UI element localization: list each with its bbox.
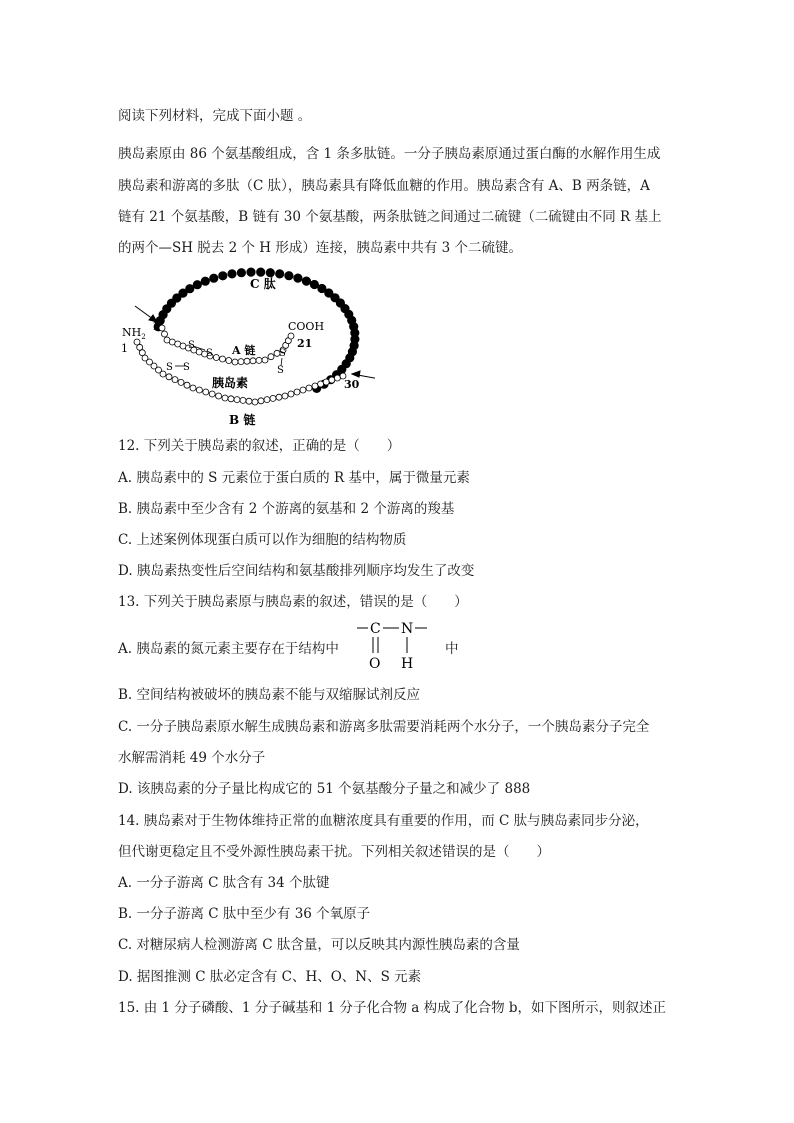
c-peptide-residue (294, 274, 302, 282)
nh2-label: $NH_2$ (122, 326, 146, 341)
intro-text: 阅读下列材料，完成下面小题 。 (118, 108, 312, 124)
c-peptide-residue (219, 272, 227, 280)
a-chain-residue (220, 356, 226, 362)
b-chain-residue (323, 379, 329, 385)
a-chain-residue (288, 333, 294, 339)
question-stem: 14. 胰岛素对于生物体维持正常的血糖浓度具有重要的作用，而 C 肽与胰岛素同步分泌， (118, 813, 649, 829)
b-chain-residue (258, 398, 264, 404)
c-peptide-residue (193, 281, 201, 289)
b-chain-residue (300, 387, 306, 393)
option-c: C. 对糖尿病人检测游离 C 肽含量，可以反映其内源性胰岛素的含量 (118, 937, 520, 953)
c-peptide-residue (285, 272, 293, 280)
c-peptide-residue (276, 270, 284, 278)
b-chain-residue (282, 393, 288, 399)
option-d: D. 该胰岛素的分子量比构成它的 51 个氨基酸分子量之和减少了 888 (118, 781, 531, 797)
insulin-label: 胰岛素 (212, 376, 249, 390)
b-chain-residue (234, 397, 240, 403)
c-peptide-residue (266, 269, 274, 277)
hydrogen-atom: H (401, 656, 414, 672)
b-chain-residue (329, 377, 335, 383)
b-chain-residue (270, 395, 276, 401)
peptide-bond-formula (355, 617, 445, 677)
b-chain-residue (184, 382, 190, 388)
sulfur-label: S (183, 362, 190, 373)
sulfur-label: S (206, 348, 213, 359)
option-a: A. 胰岛素的氮元素主要存在于结构中 (118, 641, 339, 657)
b-chain-residue (196, 387, 202, 393)
material-line: 的两个—SH 脱去 2 个 H 形成）连接，胰岛素中共有 3 个二硫键。 (118, 240, 523, 256)
b-chain-residue (178, 379, 184, 385)
question-stem: 15. 由 1 分子磷酸、1 分子碱基和 1 分子化合物 a 构成了化合物 b，如下图所示，则叙述正 (118, 1000, 667, 1016)
material-line: 链有 21 个氨基酸，B 链有 30 个氨基酸，两条肽链之间通过二硫键（二硫键由不同 R 基上 (118, 209, 662, 225)
a-chain-residue (159, 325, 165, 331)
residue-21-label: 21 (297, 337, 313, 350)
b-chain-residue (203, 389, 209, 395)
b-chain-residue (312, 383, 318, 389)
option-d: D. 据图推测 C 肽必定含有 C、H、O、N、S 元素 (118, 969, 422, 985)
c-peptide-residue (228, 270, 236, 278)
option-d: D. 胰岛素热变性后空间结构和氨基酸排列顺序均发生了改变 (118, 563, 475, 579)
sulfur-label: S (188, 340, 195, 351)
residue-1-a-label: 1 (152, 320, 159, 333)
b-chain-residue (166, 374, 172, 380)
question-stem: 12. 下列关于胰岛素的叙述，正确的是（ ） (118, 438, 401, 454)
a-chain-residue (244, 358, 250, 364)
b-chain-residue (288, 391, 294, 397)
c-peptide-residue (186, 285, 194, 293)
option-b: B. 一分子游离 C 肽中至少有 36 个氧原子 (118, 906, 371, 922)
b-chain-residue (228, 396, 234, 402)
option-a-suffix: 中 (445, 641, 459, 657)
a-chain-residue (250, 358, 256, 364)
b-chain-residue (294, 389, 300, 395)
material-line: 胰岛素原由 86 个氨基酸组成，含 1 条多肽链。一分子胰岛素原通过蛋白酶的水解作用生成 (118, 146, 661, 162)
insulin-structure-diagram (115, 262, 375, 432)
b-chain-residue (216, 393, 222, 399)
b-chain-residue (264, 397, 270, 403)
question-stem-continued: 但代谢更稳定且不受外源性胰岛素干扰。下列相关叙述错误的是（ ） (118, 844, 550, 860)
residue-1-b-label: 1 (121, 342, 128, 355)
a-chain-residue (162, 331, 168, 337)
a-chain-label: A 链 (232, 344, 256, 357)
b-chain-residue (252, 399, 258, 405)
c-peptide-residue (237, 269, 245, 277)
b-chain-residue (306, 385, 312, 391)
a-chain-residue (256, 357, 262, 363)
residue-30-label: 30 (344, 378, 360, 391)
question-stem: 13. 下列关于胰岛素原与胰岛素的叙述，错误的是（ ） (118, 594, 468, 610)
a-chain-residue (238, 359, 244, 365)
c-peptide-label: C 肽 (250, 277, 276, 291)
a-chain-residue (232, 359, 238, 365)
carbon-atom: C (370, 621, 381, 637)
cooh-label: COOH (288, 320, 325, 333)
c-peptide-residue (310, 280, 318, 288)
sulfur-label: S (277, 365, 284, 376)
option-c: C. 一分子胰岛素原水解生成胰岛素和游离多肽需要消耗两个水分子，一个胰岛素分子完全 (118, 719, 650, 735)
option-b: B. 胰岛素中至少含有 2 个游离的氨基和 2 个游离的羧基 (118, 501, 455, 517)
a-chain-residue (268, 354, 274, 360)
oxygen-atom: O (369, 656, 381, 672)
c-peptide-residue (247, 268, 255, 276)
material-line: 胰岛素和游离的多肽（C 肽），胰岛素具有降低血糖的作用。胰岛素含有 A、B 两条链，A (118, 178, 650, 194)
option-c: C. 上述案例体现蛋白质可以作为细胞的结构物质 (118, 532, 407, 548)
b-chain-residue (240, 397, 246, 403)
c-peptide-residue (201, 277, 209, 285)
option-b: B. 空间结构被破坏的胰岛素不能与双缩脲试剂反应 (118, 687, 421, 703)
option-a: A. 一分子游离 C 肽含有 34 个肽键 (118, 875, 330, 891)
a-chain-residue (262, 357, 268, 363)
sulfur-label: S (279, 348, 286, 359)
sulfur-label: S (166, 362, 173, 373)
b-chain-residue (318, 381, 324, 387)
a-chain-residue (226, 358, 232, 364)
b-chain-label: B 链 (229, 413, 256, 427)
option-c-continued: 水解需消耗 49 个水分子 (118, 750, 266, 766)
nitrogen-atom: N (401, 621, 414, 637)
a-chain-residue (213, 355, 219, 361)
c-peptide-residue (302, 277, 310, 285)
b-chain-residue (222, 395, 228, 401)
b-chain-residue (246, 398, 252, 404)
option-a: A. 胰岛素中的 S 元素位于蛋白质的 R 基中，属于微量元素 (118, 470, 470, 486)
c-peptide-residue (257, 268, 265, 276)
b-chain-residue (334, 375, 340, 381)
b-chain-residue (209, 391, 215, 397)
b-chain-residue (190, 385, 196, 391)
b-chain-residue (276, 394, 282, 400)
b-chain-residue (172, 377, 178, 383)
c-peptide-residue (210, 274, 218, 282)
